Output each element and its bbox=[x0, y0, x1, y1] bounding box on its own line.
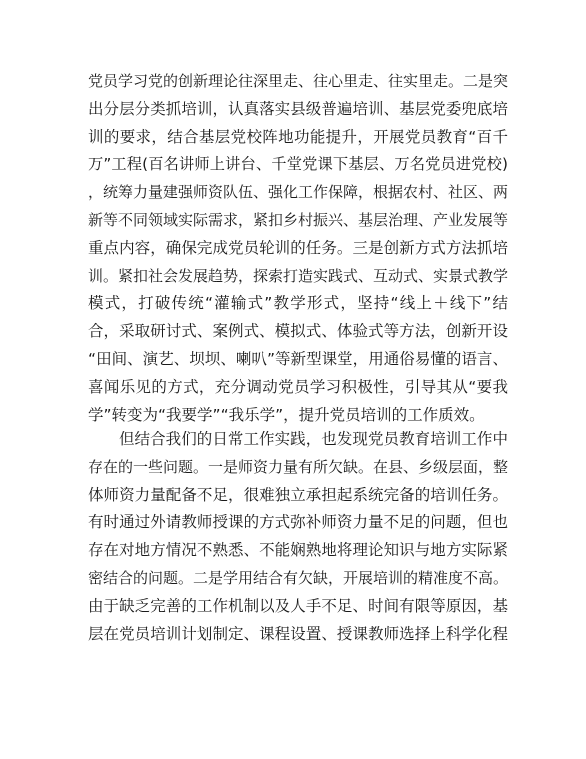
text-line: 体师资力量配备不足，很难独立承担起系统完备的培训任务。 bbox=[88, 485, 508, 504]
text-line: 重点内容，确保完成党员轮训的任务。三是创新方式方法抓培 bbox=[88, 238, 508, 257]
text-line: “田间、演艺、坝坝、喇叭”等新型课堂，用通俗易懂的语言、 bbox=[88, 349, 508, 368]
paragraph-1 bbox=[88, 68, 508, 429]
text-line: 学”转变为“我要学”“我乐学”，提升党员培训的工作质效。 bbox=[88, 405, 485, 424]
text-line: 新等不同领域实际需求，紧扣乡村振兴、基层治理、产业发展等 bbox=[88, 210, 509, 229]
text-line: 出分层分类抓培训，认真落实县级普遍培训、基层党委兜底培 bbox=[88, 99, 508, 118]
text-line: 模式，打破传统“灌输式”教学形式，坚持“线上＋线下”结 bbox=[88, 294, 508, 313]
text-line: 合，采取研讨式、案例式、模拟式、体验式等方法，创新开设 bbox=[88, 322, 508, 341]
text-line: 层在党员培训计划制定、课程设置、授课教师选择上科学化程 bbox=[88, 624, 508, 643]
text-line: 喜闻乐见的方式，充分调动党员学习积极性，引导其从“要我 bbox=[88, 377, 508, 396]
text-line: 但结合我们的日常工作实践，也发现党员教育培训工作中 bbox=[119, 430, 508, 448]
text-line: 训。紧扣社会发展趋势，探索打造实践式、互动式、实景式教学 bbox=[88, 266, 509, 285]
paragraph-2 bbox=[88, 426, 508, 648]
text-line: 党员学习党的创新理论往深里走、往心里走、往实里走。二是突 bbox=[88, 72, 509, 90]
text-line: 存在对地方情况不熟悉、不能娴熟地将理论知识与地方实际紧 bbox=[88, 541, 508, 560]
text-line: 有时通过外请教师授课的方式弥补师资力量不足的问题，但也 bbox=[88, 513, 508, 532]
text-line: 由于缺乏完善的工作机制以及人手不足、时间有限等原因，基 bbox=[88, 596, 508, 615]
text-line: 万”工程(百名讲师上讲台、千堂党课下基层、万名党员进党校) bbox=[88, 155, 508, 174]
text-line: ，统筹力量建强师资队伍、强化工作保障，根据农村、社区、两 bbox=[88, 183, 509, 202]
text-line: 存在的一些问题。一是师资力量有所欠缺。在县、乡级层面，整 bbox=[88, 457, 509, 476]
text-line: 训的要求，结合基层党校阵地功能提升，开展党员教育“百千 bbox=[88, 127, 508, 146]
text-line: 密结合的问题。二是学用结合有欠缺，开展培训的精准度不高。 bbox=[88, 568, 509, 587]
